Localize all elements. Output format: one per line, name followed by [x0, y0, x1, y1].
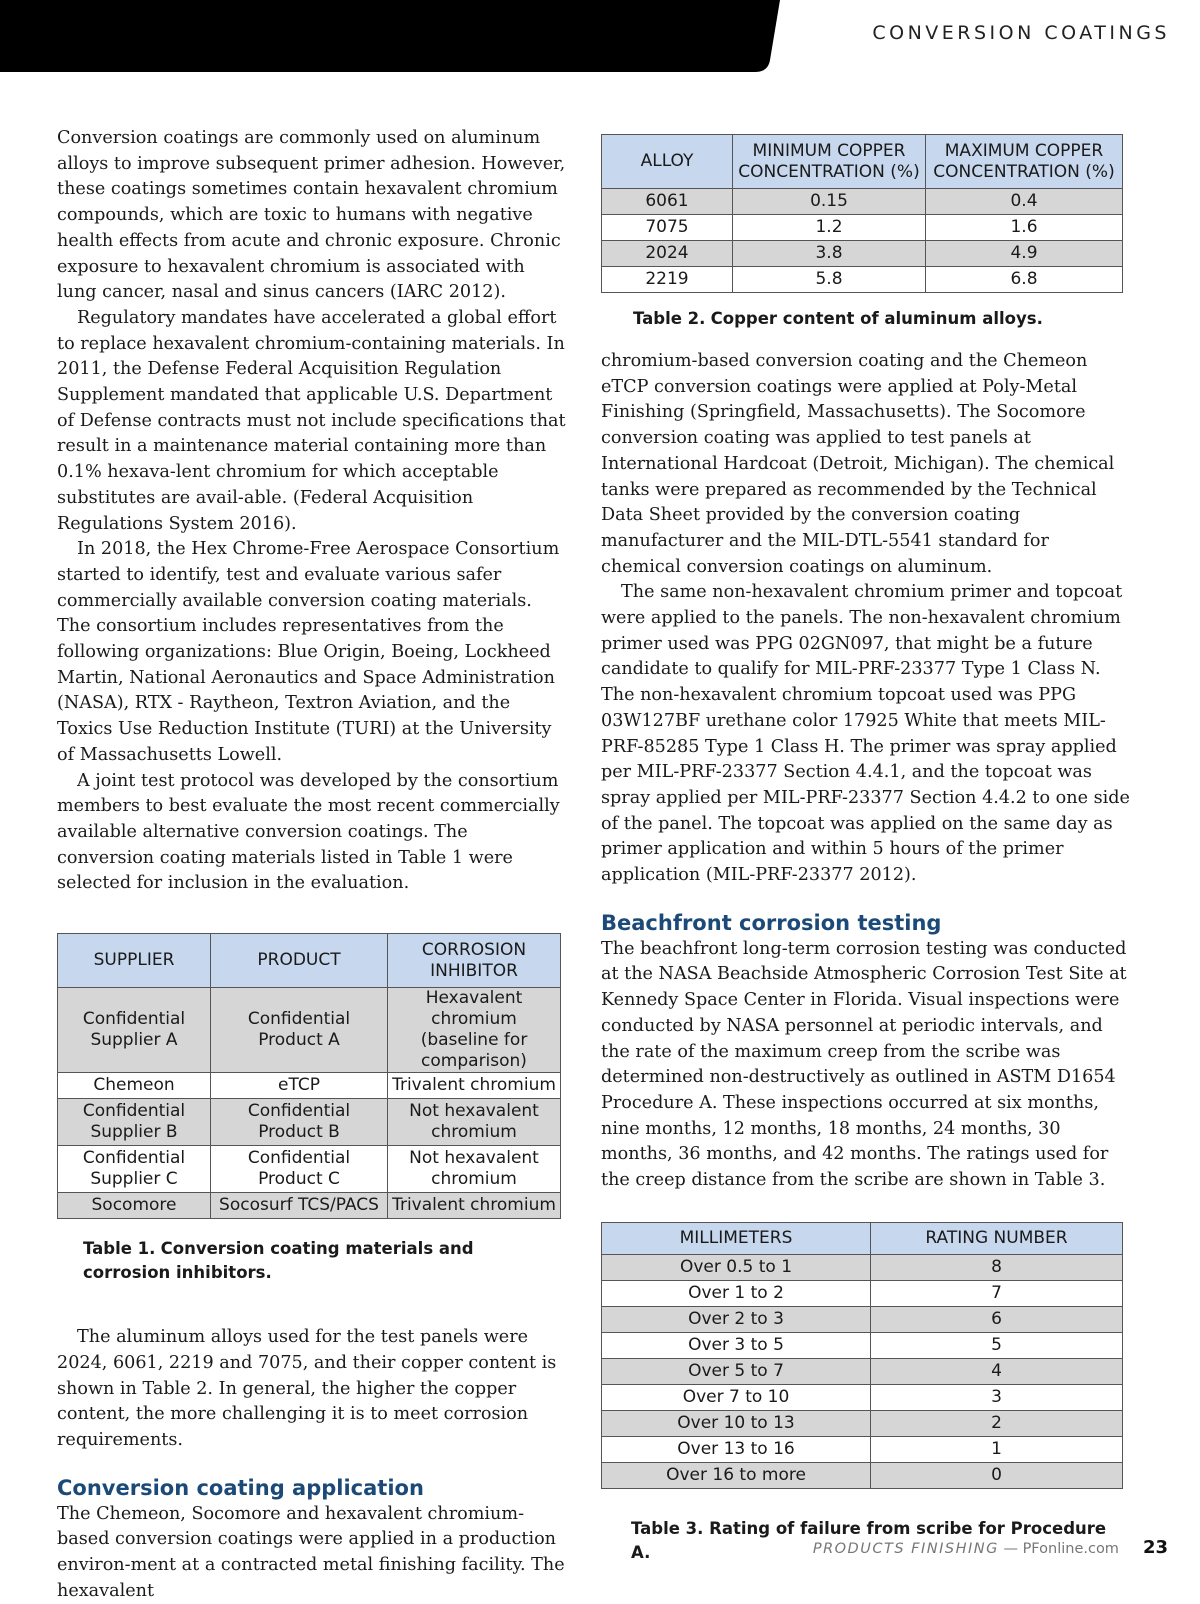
paragraph: In 2018, the Hex Chrome-Free Aerospace Consortium started to identify, test and evaluate various safer commercially available conversion coating materials. The consortium includes representatives from the following organizations: Blue Origin, Boeing, Lockheed Martin, National Aeronautics and Space Administration (NASA), RTX - Raytheon, Textron Aviation, and the Toxics Use Reduction Institute (TURI) at the University of Massachusetts Lowell. — [57, 539, 560, 765]
paragraph: The beachfront long-term corrosion testing was conducted at the NASA Beachside Atmospheric Corrosion Test Site at Kennedy Space Center in Florida. Visual inspections were conducted by NASA personnel at periodic intervals, and the rate of the maximum creep from the scribe was determined non-destructively as outlined in ASTM D1654 Procedure A. These inspections occurred at six months, nine months, 12 months, 18 months, 24 months, 30 months, 36 months, and 42 months. The ratings used for the creep distance from the scribe are shown in Table 3. — [601, 938, 1127, 1191]
table-cell: 7 — [871, 1280, 1123, 1306]
table-header: MINIMUM COPPER CONCENTRATION (%) — [733, 135, 926, 189]
footer-separator: — — [998, 1541, 1023, 1557]
table-header: PRODUCT — [211, 934, 388, 988]
table-header: CORROSION INHIBITOR — [388, 934, 561, 988]
table-cell: 2024 — [602, 241, 733, 267]
page-number: 23 — [1142, 1537, 1168, 1558]
section-heading: Beachfront corrosion testing — [601, 910, 942, 935]
table-cell: 3 — [871, 1384, 1123, 1410]
paragraph: chromium-based conversion coating and the Chemeon eTCP conversion coatings were applied at Poly-Metal Finishing (Springfield, Massachusetts). The Socomore conversion coating was applied to test panels at International Hardcoat (Detroit, Michigan). The chemical tanks were prepared as recommended by the Technical Data Sheet provided by the conversion coating manufacturer and the MIL-DTL-5541 standard for chemical conversion coatings on aluminum. — [601, 351, 1115, 577]
left-column — [57, 126, 567, 1604]
table-cell: Not hexavalent chromium — [388, 1146, 561, 1193]
table-cell: 0.15 — [733, 189, 926, 215]
site-link[interactable]: PFonline.com — [1022, 1541, 1119, 1557]
magazine-name: PRODUCTS FINISHING — [812, 1541, 999, 1557]
table-row — [58, 988, 561, 1073]
table-row — [602, 215, 1123, 241]
table-cell: 6 — [871, 1306, 1123, 1332]
paragraph: Conversion coatings are commonly used on aluminum alloys to improve subsequent primer adhesion. However, these coatings sometimes contain hexavalent chromium compounds, which are toxic to humans with negative health effects from acute and chronic exposure. Chronic exposure to hexavalent chromium is associated with lung cancer, nasal and sinus cancers (IARC 2012). — [57, 128, 566, 303]
table-2 — [601, 134, 1123, 293]
table-cell: 2 — [871, 1410, 1123, 1436]
table-cell: Confidential Product A — [211, 988, 388, 1073]
caption-label: Table 1. — [83, 1239, 156, 1259]
page-footer — [813, 1537, 1168, 1558]
table-cell: 4 — [871, 1358, 1123, 1384]
table-header: MAXIMUM COPPER CONCENTRATION (%) — [926, 135, 1123, 189]
right-column — [601, 134, 1131, 1565]
paragraph: The same non-hexavalent chromium primer and topcoat were applied to the panels. The non-hexavalent chromium primer used was PPG 02GN097, that might be a future candidate to qualify for MIL-PRF-23377 Type 1 Class N. The non-hexavalent chromium topcoat used was PPG 03W127BF urethane color 17925 White that meets MIL-PRF-85285 Type 1 Class H. The primer was spray applied per MIL-PRF-23377 Section 4.4.1, and the topcoat was spray applied per MIL-PRF-23377 Section 4.4.2 to one side of the panel. The topcoat was applied on the same day as primer application and within 5 hours of the primer application (MIL-PRF-23377 2012). — [601, 582, 1130, 886]
table-row — [602, 1462, 1123, 1488]
section-heading: Conversion coating application — [57, 1475, 424, 1500]
table-row — [602, 267, 1123, 293]
table-cell: 8 — [871, 1254, 1123, 1280]
table-row — [602, 189, 1123, 215]
table-header: ALLOY — [602, 135, 733, 189]
table-cell: Socosurf TCS/PACS — [211, 1193, 388, 1219]
table-2-caption — [633, 307, 1131, 331]
table-cell: Over 13 to 16 — [602, 1436, 871, 1462]
paragraph: The aluminum alloys used for the test panels were 2024, 6061, 2219 and 7075, and their copper content is shown in Table 2. In general, the higher the copper content, the more challenging it is to meet corrosion requirements. — [57, 1327, 557, 1450]
table-cell: Over 5 to 7 — [602, 1358, 871, 1384]
table-cell: Over 7 to 10 — [602, 1384, 871, 1410]
table-3-caption: Table 3. Rating of failure from scribe for Procedure A. — [631, 1518, 1107, 1562]
table-row — [602, 1332, 1123, 1358]
table-cell: Socomore — [58, 1193, 211, 1219]
table-cell: Hexavalent chromium (baseline for comparison) — [388, 988, 561, 1073]
table-cell: Confidential Product C — [211, 1146, 388, 1193]
table-cell: 2219 — [602, 267, 733, 293]
caption-text: Conversion coating materials and corrosion inhibitors. — [83, 1239, 474, 1283]
section-label: CONVERSION COATINGS — [872, 22, 1170, 44]
table-row — [602, 1280, 1123, 1306]
table-cell: Confidential Supplier A — [58, 988, 211, 1073]
paragraph: A joint test protocol was developed by the consortium members to best evaluate the most recent commercially available alternative conversion coatings. The conversion coating materials listed in Table 1 were selected for inclusion in the evaluation. — [57, 770, 560, 894]
table-cell: 6.8 — [926, 267, 1123, 293]
table-cell: Over 0.5 to 1 — [602, 1254, 871, 1280]
table-cell: 0 — [871, 1462, 1123, 1488]
table-cell: Over 3 to 5 — [602, 1332, 871, 1358]
table-cell: Confidential Product B — [211, 1099, 388, 1146]
table-cell: 5 — [871, 1332, 1123, 1358]
table-row — [58, 1146, 561, 1193]
caption-label: Table 2. — [633, 309, 706, 328]
table-cell: Trivalent chromium — [388, 1073, 561, 1099]
caption-text: Copper content of aluminum alloys. — [710, 309, 1043, 328]
table-row — [602, 1384, 1123, 1410]
table-row — [602, 1358, 1123, 1384]
paragraph: The Chemeon, Socomore and hexavalent chromium-based conversion coatings were applied in a production environ-ment at a contracted metal finishing facility. The hexavalent — [57, 1503, 565, 1601]
table-cell: 1.6 — [926, 215, 1123, 241]
table-3 — [601, 1222, 1123, 1489]
table-1-caption — [83, 1237, 543, 1285]
table-header: RATING NUMBER — [871, 1222, 1123, 1254]
table-cell: 3.8 — [733, 241, 926, 267]
table-header: SUPPLIER — [58, 934, 211, 988]
table-row — [602, 1410, 1123, 1436]
table-cell: Not hexavalent chromium — [388, 1099, 561, 1146]
header-band — [0, 0, 1200, 72]
table-cell: 1.2 — [733, 215, 926, 241]
paragraph: Regulatory mandates have accelerated a global effort to replace hexavalent chromium-containing materials. In 2011, the Defense Federal Acquisition Regulation Supplement mandated that applicable U.S. Department of Defense contracts must not include specifications that result in a maintenance material containing more than 0.1% hexava-lent chromium for which acceptable substitutes are avail-able. (Federal Acquisition Regulations System 2016). — [57, 307, 566, 534]
table-cell: Over 16 to more — [602, 1462, 871, 1488]
table-cell: 1 — [871, 1436, 1123, 1462]
table-row — [602, 241, 1123, 267]
table-cell: Over 1 to 2 — [602, 1280, 871, 1306]
table-row — [602, 1254, 1123, 1280]
table-cell: 6061 — [602, 189, 733, 215]
table-row — [602, 1306, 1123, 1332]
table-cell: 4.9 — [926, 241, 1123, 267]
table-cell: eTCP — [211, 1073, 388, 1099]
table-row — [58, 1099, 561, 1146]
table-cell: Over 2 to 3 — [602, 1306, 871, 1332]
table-row — [58, 1073, 561, 1099]
table-cell: Trivalent chromium — [388, 1193, 561, 1219]
table-cell: 5.8 — [733, 267, 926, 293]
table-row — [602, 1436, 1123, 1462]
table-cell: Confidential Supplier B — [58, 1099, 211, 1146]
table-cell: Confidential Supplier C — [58, 1146, 211, 1193]
table-cell: Over 10 to 13 — [602, 1410, 871, 1436]
table-header: MILLIMETERS — [602, 1222, 871, 1254]
table-1 — [57, 933, 561, 1219]
table-row — [58, 1193, 561, 1219]
table-cell: 7075 — [602, 215, 733, 241]
table-cell: 0.4 — [926, 189, 1123, 215]
table-cell: Chemeon — [58, 1073, 211, 1099]
